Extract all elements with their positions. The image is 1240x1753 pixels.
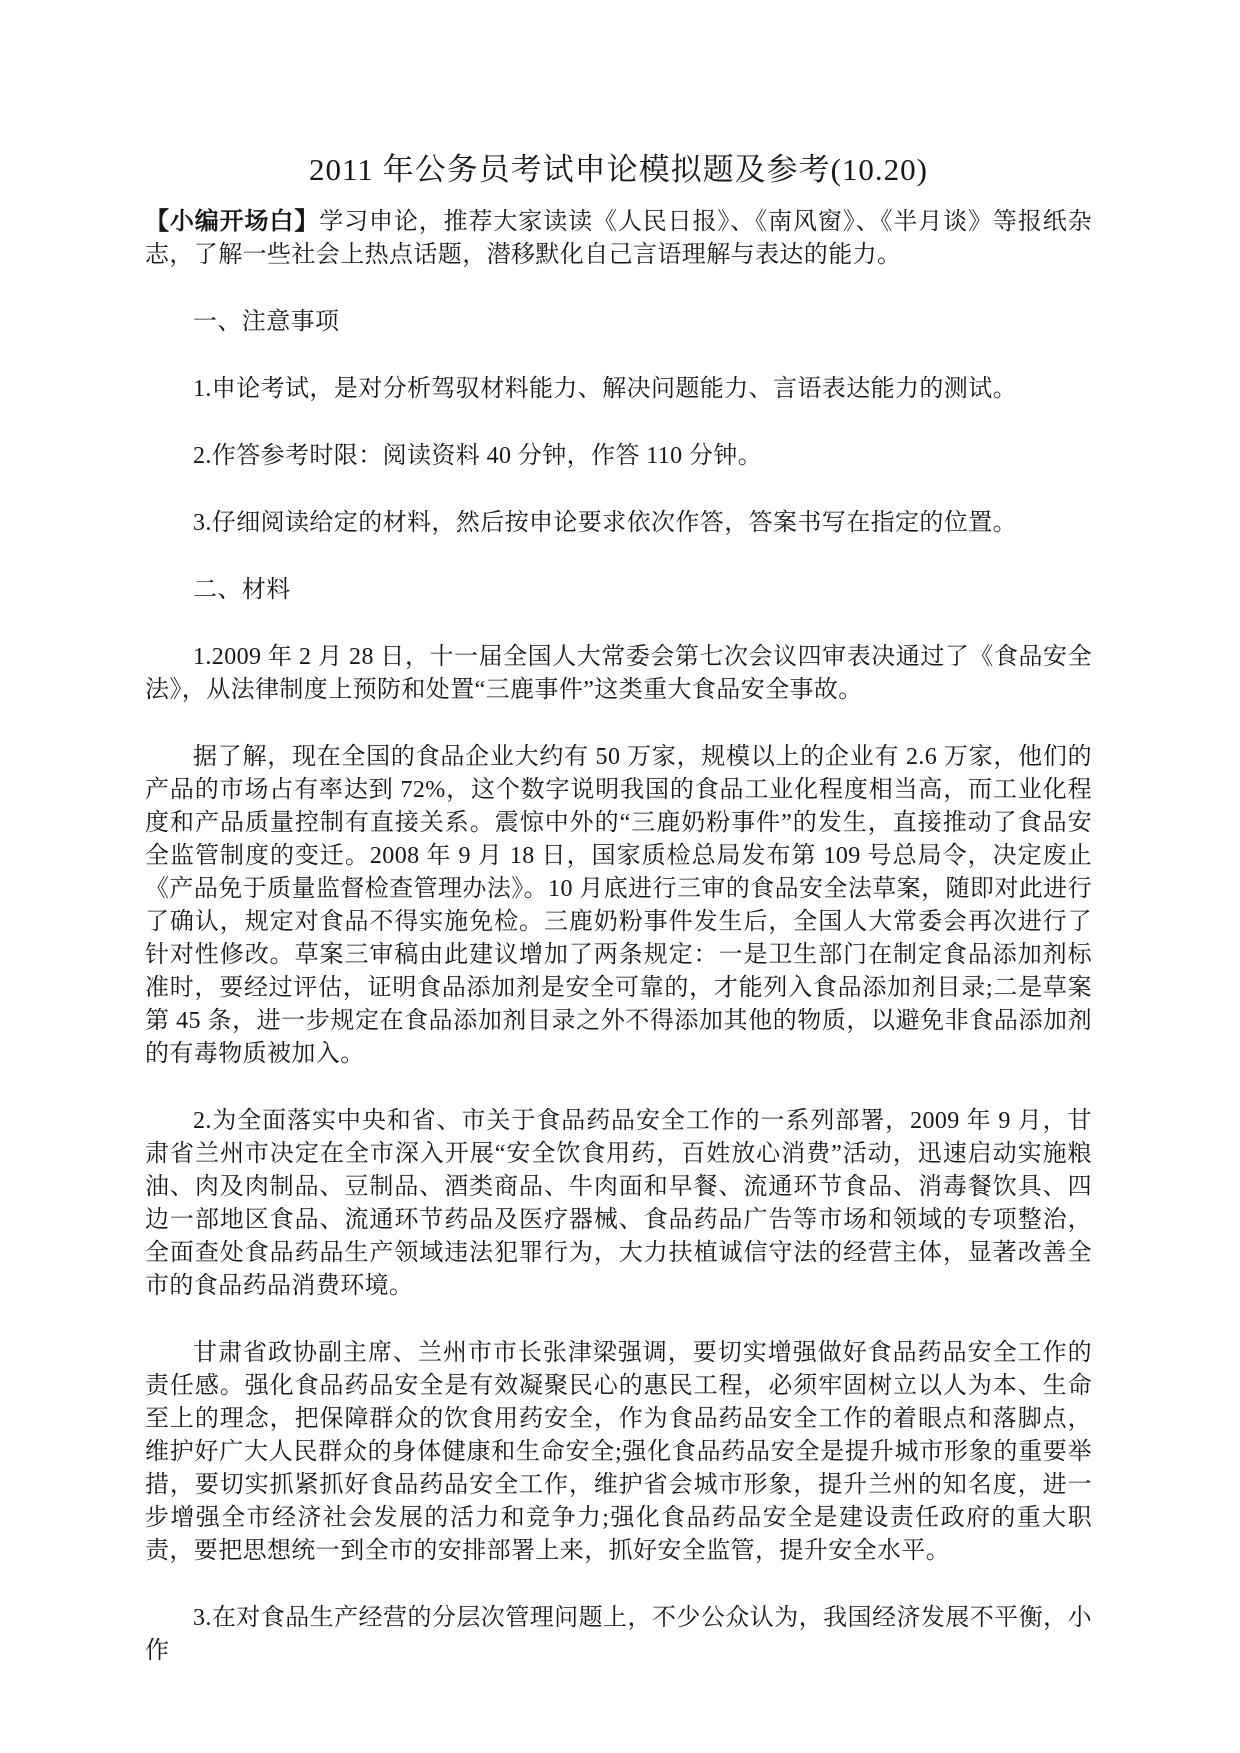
page-title: 2011 年公务员考试申论模拟题及参考(10.20) bbox=[309, 152, 928, 187]
intro-paragraph bbox=[145, 206, 1092, 272]
section-heading: 一、注意事项 bbox=[193, 309, 340, 335]
intro-text: 学习申论，推荐大家读读《人民日报》、《南风窗》、《半月谈》等报纸杂志，了解一些社会上热点话题，潜移默化自己言语理解与表达的能力。 bbox=[145, 209, 1092, 268]
paragraph: 1.申论考试，是对分析驾驭材料能力、解决问题能力、言语表达能力的测试。 bbox=[193, 376, 1017, 402]
paragraph: 2.为全面落实中央和省、市关于食品药品安全工作的一系列部署，2009 年 9 月，甘肃省兰州市决定在全市深入开展“安全饮食用药，百姓放心消费”活动，迅速启动实施粮油、肉及肉制品、豆制品、酒类商品、牛肉面和早餐、流通环节食品、消毒餐饮具、四边一部地区食品、流通环节药品及医疗器械、食品药品广告等市场和领域的专项整治，全面查处食品药品生产领域违法犯罪行为，大力扶植诚信守法的经营主体，显著改善全市的食品药品消费环境。 bbox=[145, 1108, 1092, 1299]
intro-lead: 【小编开场白】 bbox=[145, 209, 320, 235]
paragraph: 2.作答参考时限：阅读资料 40 分钟，作答 110 分钟。 bbox=[193, 443, 763, 469]
section-heading: 二、材料 bbox=[193, 577, 291, 603]
document-content bbox=[145, 206, 1092, 1668]
paragraph: 甘肃省政协副主席、兰州市市长张津梁强调，要切实增强做好食品药品安全工作的责任感。强化食品药品安全是有效凝聚民心的惠民工程，必须牢固树立以人为本、生命至上的理念，把保障群众的饮食用药安全，作为食品药品安全工作的着眼点和落脚点，维护好广大人民群众的身体健康和生命安全;强化食品药品安全是提升城市形象的重要举措，要切实抓紧抓好食品药品安全工作，维护省会城市形象，提升兰州的知名度，进一步增强全市经济社会发展的活力和竞争力;强化食品药品安全是建设责任政府的重大职责，要把思想统一到全市的安排部署上来，抓好安全监管，提升安全水平。 bbox=[145, 1340, 1092, 1564]
paragraph: 1.2009 年 2 月 28 日，十一届全国人大常委会第七次会议四审表决通过了《食品安全法》，从法律制度上预防和处置“三鹿事件”这类重大食品安全事故。 bbox=[145, 644, 1092, 703]
paragraph: 3.在对食品生产经营的分层次管理问题上，不少公众认为，我国经济发展不平衡，小作 bbox=[145, 1605, 1092, 1664]
paragraph: 3.仔细阅读给定的材料，然后按申论要求依次作答，答案书写在指定的位置。 bbox=[193, 510, 1017, 536]
paragraph: 据了解，现在全国的食品企业大约有 50 万家，规模以上的企业有 2.6 万家，他们的产品的市场占有率达到 72%，这个数字说明我国的食品工业化程度相当高，而工业化程度和产品质量控制有直接关系。震惊中外的“三鹿奶粉事件”的发生，直接推动了食品安全监管制度的变迁。2008 年 9 月 18 日，国家质检总局发布第 109 号总局令，决定废止《产品免于质量监督检查管理办法》。10 月底进行三审的食品安全法草案，随即对此进行了确认，规定对食品不得实施免检。三鹿奶粉事件发生后，全国人大常委会再次进行了针对性修改。草案三审稿由此建议增加了两条规定：一是卫生部门在制定食品添加剂标准时，要经过评估，证明食品添加剂是安全可靠的，才能列入食品添加剂目录;二是草案第 45 条，进一步规定在食品添加剂目录之外不得添加其他的物质，以避免非食品添加剂的有毒物质被加入。 bbox=[145, 744, 1092, 1067]
